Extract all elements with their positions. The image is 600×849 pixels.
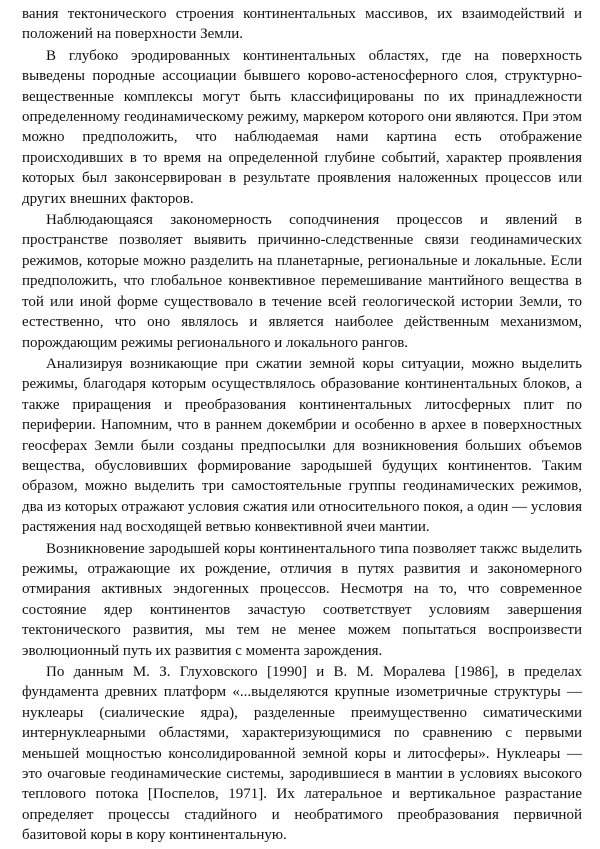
paragraph: Наблюдающаяся закономерность соподчинения процессов и явлений в пространстве позволяет выявить причинно-следственные связи геодинамических режимов, которые можно разделить на планетарные, региональные и локальные. Если предположить, что глобальное конвективное перемешивание мантийного вещества в той или иной форме существовало в течение всей геологической истории Земли, то естественно, что оно являлось и является наиболее действенным механизмом, порождающим режимы регионального и локального рангов. — [22, 212, 582, 351]
paragraph: Анализируя возникающие при сжатии земной коры ситуации, можно выделить режимы, благодаря которым осуществлялось образование континентальных блоков, а также приращения и преобразования континентальных литосферных плит по периферии. Напомним, что в раннем докембрии и особенно в архее в поверхностных геосферах Земли были созданы предпосылки для возникновения больших объемов вещества, обусловивших формирование зародышей будущих континентов. Таким образом, можно выделить три самостоятельные группы геодинамических режимов, два из которых отражают условия сжатия или относительного покоя, а один — условия растяжения над восходящей ветвью конвективной ячеи мантии. — [22, 355, 582, 536]
paragraph: По данным М. З. Глуховского [1990] и В. М. Моралева [1986], в пределах фундамента древних платформ «...выделяются крупные изометричные структуры — нуклеары (сиалические ядра), разделенные преимущественно симатическими интернуклеарными областями, характеризующимися по сравнению с первыми меньшей мощностью консолидированной земной коры и литосферы». Нуклеары — это очаговые геодинамические системы, зародившиеся в мантии в условиях высокого теплового потока [Поспелов, 1971]. Их латеральное и вертикальное разрастание определяет процессы стадийного и необратимого преобразования первичной базитовой коры в кору континентальную. — [22, 664, 582, 844]
paragraph: Возникновение зародышей коры континентального типа позволяет такжс выделить режимы, отражающие их рождение, отличия в путях развития и закономерного отмирания активных эндогенных процессов. Несмотря на то, что современное состояние ядер континентов зачастую соответствует условиям завершения тектонического развития, мы тем не менее можем попытаться воспроизвести эволюционный путь их развития с момента зарождения. — [22, 540, 582, 659]
paragraph-continuation: вания тектонического строения континентальных массивов, их взаимодействий и положений на поверхности Земли. — [22, 6, 582, 43]
paragraph: В глубоко эродированных континентальных областях, где на поверхность выведены породные ассоциации бывшего корово-астеносферного слоя, структурно-вещественные комплексы могут быть классифицированы по их принадлежности определенному геодинамическому режиму, маркером которого они являются. При этом можно предположить, что наблюдаемая нами картина есть отображение происходивших в то время на определенной глубине событий, характер проявления которых был законсервирован в результате проявления наложенных процессов или других внешних факторов. — [22, 47, 582, 207]
